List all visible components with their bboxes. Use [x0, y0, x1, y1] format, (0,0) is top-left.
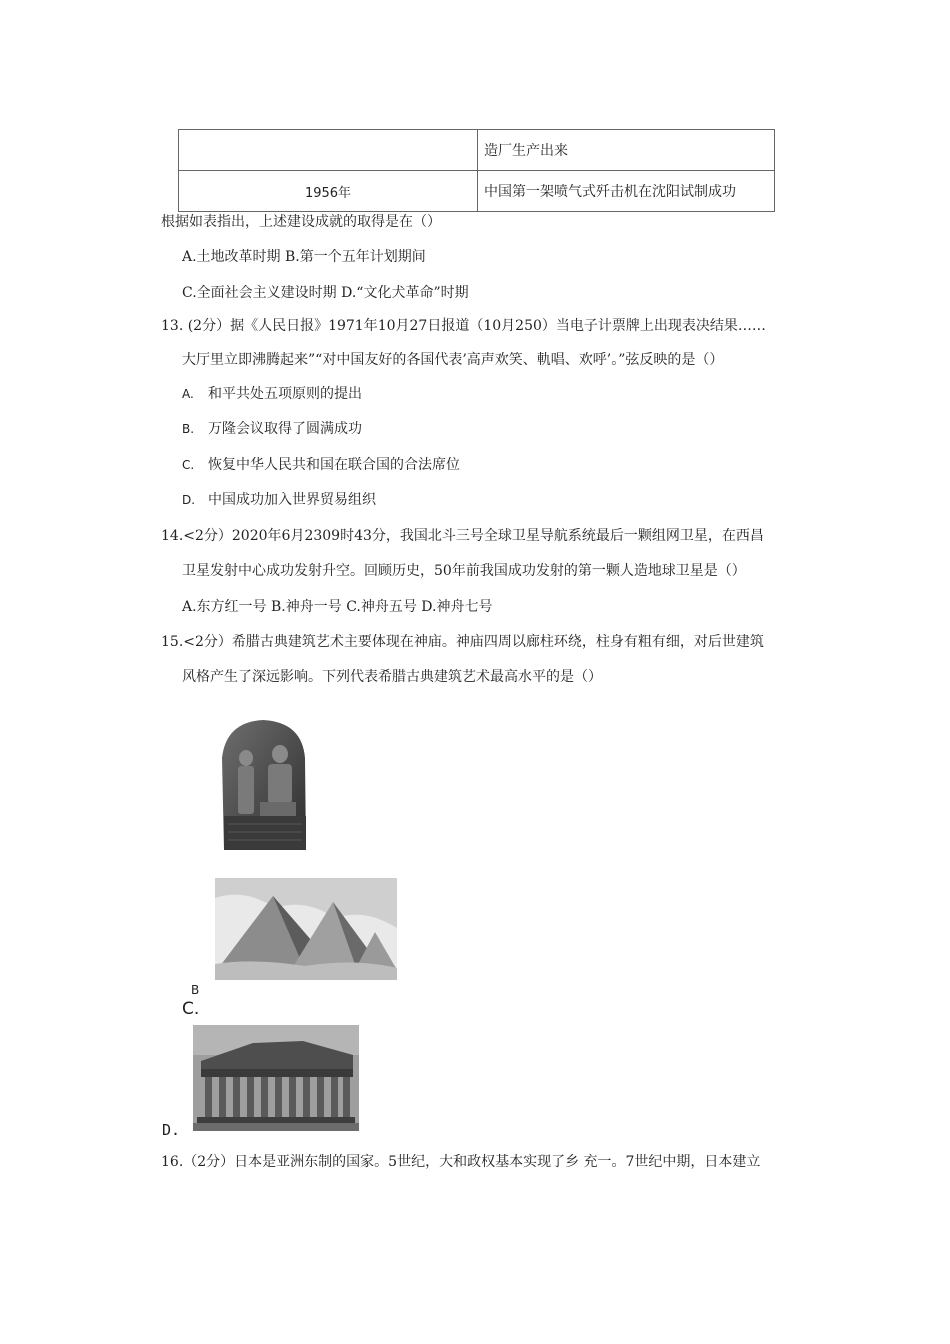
pyramids-image: [215, 878, 397, 980]
table-cell-year: [179, 130, 478, 171]
option-text: 万隆会议取得了圆满成功: [208, 421, 362, 437]
option-text: 和平共处五项原则的提出: [208, 386, 362, 402]
q12-options-ab: A.土地改革时期 B.第一个五年计划期间: [182, 249, 426, 265]
q15-label-c: C.: [182, 999, 200, 1019]
option-letter: C.: [182, 458, 195, 472]
q14-stem-line1: 14.<2分）2020年6月2309时43分，我国北斗三号全球卫星导航系统最后一颗组网卫星，在西昌: [161, 528, 764, 544]
option-letter: D.: [182, 493, 196, 507]
q15-label-d: D.: [162, 1121, 181, 1139]
achievements-table: [178, 129, 775, 212]
q12-options-cd: C.全面社会主义建设时期 D.“文化犬革命”时期: [182, 285, 469, 301]
option-letter: B.: [182, 422, 195, 436]
table-cell-event: 造厂生产出来: [478, 130, 775, 171]
q13-stem-line2: 大厅里立即沸腾起来”“对中国友好的各国代表’高声欢笑、軌唱、欢呼’。”弦反映的是（）: [182, 352, 724, 368]
stele-image: [218, 718, 308, 850]
q13-option-a: [182, 384, 362, 404]
q15-stem-line2: 风格产生了深远影响。下列代表希腊古典建筑艺术最高水平的是（）: [182, 669, 602, 685]
q13-option-d: [182, 490, 376, 510]
table-cell-event: 中国第一架喷气式歼击机在沈阳试制成功: [478, 171, 775, 212]
table-row: [179, 130, 775, 171]
q13-option-b: [182, 419, 362, 439]
q12-stem: 根据如表指出，上述建设成就的取得是在（）: [161, 214, 441, 230]
option-letter: A.: [182, 387, 194, 401]
q14-stem-line2: 卫星发射中心成功发射升空。回顾历史，50年前我国成功发射的第一颗人造地球卫星是（）: [182, 563, 746, 579]
parthenon-image: [193, 1025, 359, 1131]
q13-stem-line1: 13. (2分）据《人民日报》1971年10月27日报道（10月250）当电子计票牌上出现表决结果……: [161, 318, 766, 334]
option-text: 恢复中华人民共和国在联合国的合法席位: [208, 457, 460, 473]
q16-stem-line1: 16.（2分）日本是亚洲东制的国家。5世纪，大和政权基本实现了乡 充一。7世纪中期，日本建立: [161, 1154, 761, 1170]
q15-label-b: B: [191, 983, 200, 997]
q15-stem-line1: 15.<2分）希腊古典建筑艺术主要体现在神庙。神庙四周以廊柱环绕，柱身有粗有细，对后世建筑: [161, 634, 764, 650]
q13-option-c: [182, 455, 460, 475]
table-row: [179, 171, 775, 212]
option-text: 中国成功加入世界贸易组织: [208, 492, 376, 508]
q14-options: A.东方红一号 B.神舟一号 C.神舟五号 D.神舟七号: [182, 599, 493, 615]
table-cell-year: 1956年: [179, 171, 478, 212]
